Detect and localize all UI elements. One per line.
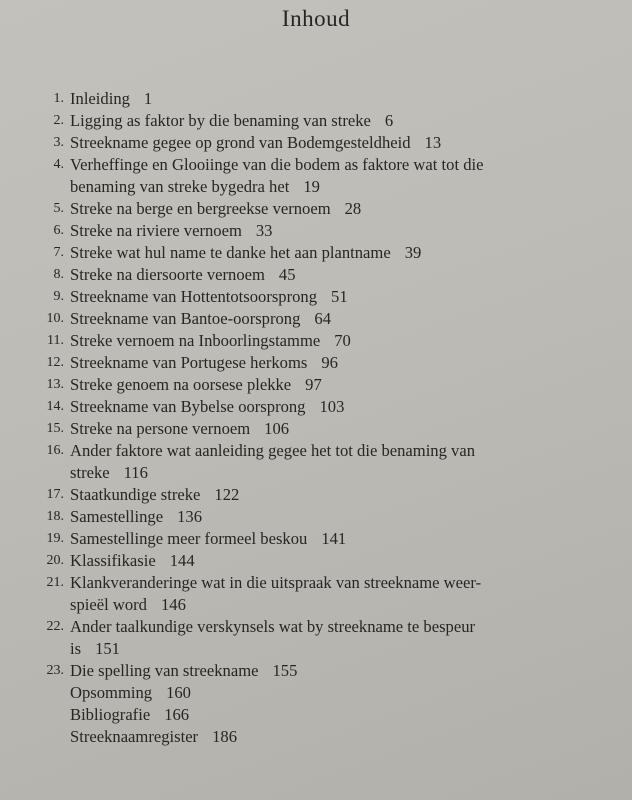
toc-entry (70, 418, 289, 440)
toc-page-number: 155 (272, 661, 298, 680)
toc-row (0, 242, 632, 264)
toc-entry (70, 682, 191, 704)
toc-number: 21. (46, 575, 64, 590)
toc-entry-text: Streekname van Bybelse oorsprong (70, 397, 306, 416)
toc-page-number: 1 (143, 89, 153, 108)
toc-page-number: 19 (303, 177, 320, 196)
toc-entry (70, 374, 322, 396)
toc-number: 6. (53, 223, 64, 238)
toc-entry-text: streke (70, 463, 110, 482)
toc-entry-text: Ligging as faktor by die benaming van streke (70, 111, 371, 130)
toc-row (0, 396, 632, 418)
toc-entry (70, 330, 351, 352)
toc-entry-text: Verheffinge en Glooiinge van die bodem as faktore wat tot die (70, 155, 484, 174)
toc-entry (70, 88, 152, 110)
page-title: Inhoud (281, 6, 351, 31)
toc-entry (70, 154, 497, 176)
toc-row (0, 374, 632, 396)
toc-entry-text: Die spelling van streekname (70, 661, 259, 680)
toc-entry-text: Ander taalkundige verskynsels wat by streekname te bespeur (70, 617, 476, 636)
toc-row (0, 220, 632, 242)
toc-row (0, 198, 632, 220)
toc-row (0, 462, 632, 484)
toc-entry (70, 660, 297, 682)
toc-entry (70, 704, 189, 726)
toc-row (0, 660, 632, 682)
toc-entry (70, 484, 239, 506)
toc-page-number: 64 (314, 309, 331, 328)
toc-row (0, 88, 632, 110)
toc-entry-text: Bibliografie (70, 705, 151, 724)
toc-page-number: 6 (384, 111, 394, 130)
toc-page-number: 151 (95, 639, 120, 658)
toc-page-number: 186 (212, 727, 237, 746)
toc-number: 15. (46, 421, 64, 436)
toc-page-number: 96 (321, 353, 338, 372)
toc-entry-text: Samestellinge meer formeel beskou (70, 529, 308, 548)
toc-page-number: 33 (255, 221, 273, 240)
toc-row (0, 110, 632, 132)
toc-entry-text: Streke na riviere vernoem (70, 221, 242, 240)
toc-entry-text: Streekname van Portugese herkoms (70, 353, 308, 372)
toc-entry-text: Streekname gegee op grond van Bodemgesteldheid (70, 133, 411, 152)
toc-page-number: 28 (344, 199, 362, 218)
toc-entry-text: Samestellinge (70, 507, 164, 526)
toc-number: 3. (53, 135, 64, 150)
toc-row (0, 330, 632, 352)
toc-entry-text: Streke genoem na oorsese plekke (70, 375, 292, 394)
toc-number: 16. (46, 443, 64, 458)
toc-entry (70, 726, 237, 748)
toc-entry-text: Streke na diersoorte vernoem (70, 265, 265, 284)
toc-page-number: 144 (169, 551, 195, 570)
toc-entry-text: Streekname van Hottentotsoorsprong (70, 287, 318, 306)
toc-number: 22. (46, 619, 64, 634)
toc-page-number: 116 (123, 463, 148, 482)
toc-number: 23. (46, 663, 64, 678)
toc-page-number: 45 (278, 265, 296, 284)
toc-entry (70, 594, 186, 616)
toc-entry-text: Streke vernoem na Inboorlingstamme (70, 331, 321, 350)
toc-entry-text: Ander faktore wat aanleiding gegee het tot die benaming van (70, 441, 476, 460)
toc-entry (70, 132, 441, 154)
toc-entry (70, 638, 120, 660)
toc-entry-text: Streke wat hul name te danke het aan plantname (70, 243, 391, 262)
toc-row (0, 726, 632, 748)
toc-entry-text: Streeknaamregister (70, 727, 199, 746)
toc-row (0, 550, 632, 572)
toc-number: 4. (53, 157, 64, 172)
toc-page-number: 51 (331, 287, 348, 306)
toc-entry (70, 550, 195, 572)
toc-page-number: 136 (177, 507, 202, 526)
toc-entry-text: benaming van streke bygedra het (70, 177, 290, 196)
toc-entry-text: spieël word (70, 595, 147, 614)
toc-number: 1. (53, 91, 64, 106)
toc-row (0, 572, 632, 594)
toc-entry-text: Klankveranderinge wat in die uitspraak van streekname weer- (70, 573, 482, 592)
toc-entry (70, 528, 346, 550)
toc-page-number: 141 (321, 529, 347, 548)
toc-entry-text: Inleiding (70, 89, 130, 108)
toc-page-number: 166 (164, 705, 190, 724)
toc-entry (70, 110, 393, 132)
toc-entry (70, 176, 320, 198)
toc-row (0, 682, 632, 704)
toc-entry (70, 286, 348, 308)
toc-row (0, 440, 632, 462)
toc-number: 11. (47, 333, 64, 348)
toc-page-number: 122 (214, 485, 240, 504)
toc-page-number: 103 (319, 397, 345, 416)
toc-entry-text: Streekname van Bantoe-oorsprong (70, 309, 301, 328)
toc-number: 9. (53, 289, 64, 304)
toc-row (0, 484, 632, 506)
toc-entry (70, 396, 344, 418)
toc-entry (70, 616, 489, 638)
toc-row (0, 308, 632, 330)
toc-entry (70, 462, 148, 484)
toc-number: 14. (46, 399, 64, 414)
toc-page-number: 13 (424, 133, 442, 152)
toc-row (0, 528, 632, 550)
toc-row (0, 264, 632, 286)
toc-entry (70, 198, 361, 220)
toc-number: 2. (53, 113, 64, 128)
toc-number: 7. (53, 245, 64, 260)
toc-entry (70, 264, 296, 286)
toc-entry (70, 506, 202, 528)
toc-row (0, 638, 632, 660)
toc-number: 12. (46, 355, 64, 370)
toc-row (0, 176, 632, 198)
toc-number: 18. (46, 509, 64, 524)
toc-number: 19. (46, 531, 64, 546)
toc-entry-text: is (70, 639, 82, 658)
table-of-contents (0, 88, 632, 748)
toc-page-number: 97 (305, 375, 322, 394)
toc-entry-text: Klassifikasie (70, 551, 156, 570)
toc-row (0, 352, 632, 374)
toc-number: 5. (53, 201, 64, 216)
toc-page-number: 70 (334, 331, 351, 350)
toc-entry-text: Streke na persone vernoem (70, 419, 251, 438)
toc-entry (70, 308, 331, 330)
toc-number: 17. (46, 487, 64, 502)
toc-row (0, 132, 632, 154)
toc-row (0, 616, 632, 638)
toc-row (0, 154, 632, 176)
toc-page-number: 39 (404, 243, 422, 262)
toc-entry (70, 220, 272, 242)
toc-number: 10. (46, 311, 64, 326)
toc-entry (70, 440, 489, 462)
toc-row (0, 506, 632, 528)
toc-page-number: 106 (264, 419, 290, 438)
toc-number: 13. (46, 377, 64, 392)
toc-row (0, 594, 632, 616)
toc-row (0, 418, 632, 440)
toc-page-number: 160 (166, 683, 191, 702)
toc-entry-text: Streke na berge en bergreekse vernoem (70, 199, 331, 218)
toc-entry (70, 352, 338, 374)
toc-entry (70, 572, 495, 594)
toc-row (0, 704, 632, 726)
toc-entry-text: Staatkundige streke (70, 485, 201, 504)
toc-entry (70, 242, 421, 264)
toc-page-number: 146 (160, 595, 186, 614)
toc-number: 8. (53, 267, 64, 282)
toc-entry-text: Opsomming (70, 683, 153, 702)
toc-number: 20. (46, 553, 64, 568)
toc-row (0, 286, 632, 308)
